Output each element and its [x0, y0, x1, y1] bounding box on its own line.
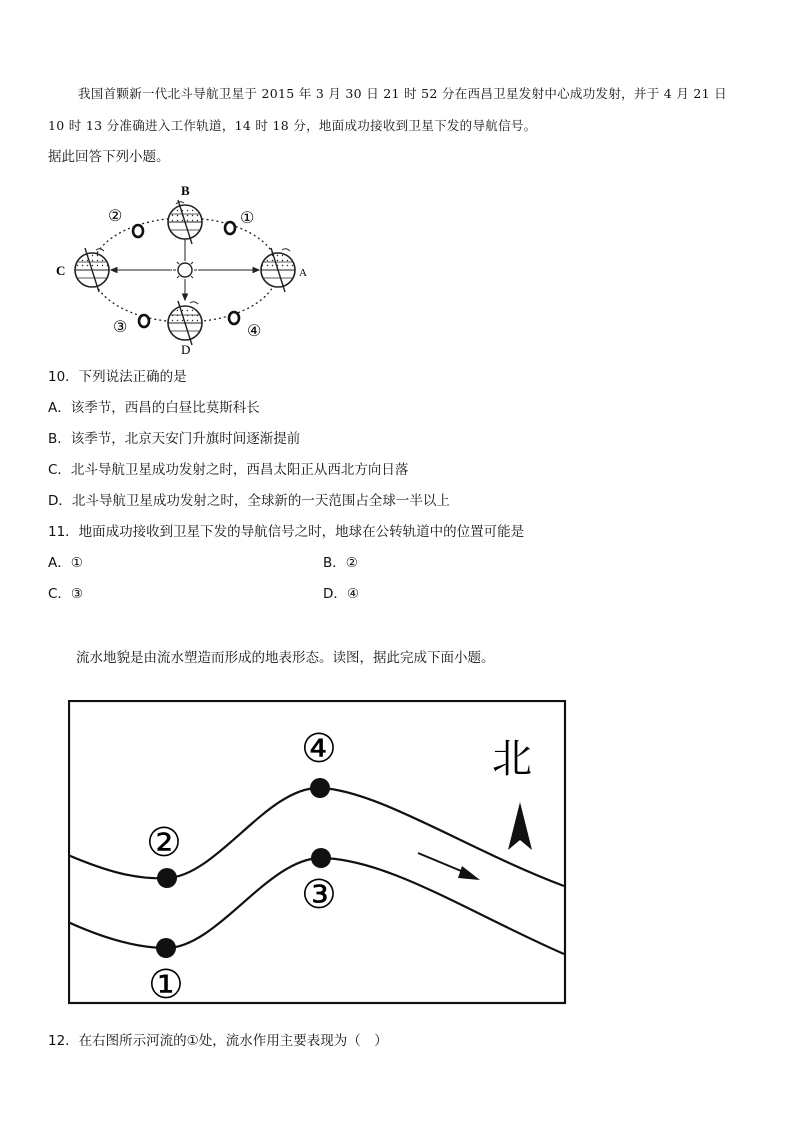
prompt-2: 流水地貌是由流水塑造而形成的地表形态。读图，据此完成下面小题。 — [76, 650, 495, 666]
earth-at-d — [168, 301, 202, 345]
marker-label-3: ③ — [113, 319, 128, 336]
river-point-label-1: ① — [148, 962, 184, 1006]
marker-label-4: ④ — [247, 323, 262, 340]
earth-marker-2 — [133, 225, 143, 237]
earth-marker-1 — [225, 222, 235, 234]
q10-option-a: A．该季节，西昌的白昼比莫斯科长 — [48, 400, 260, 416]
intro-line-2: 10 时 13 分准确进入工作轨道，14 时 18 分，地面成功接收到卫星下发的导航信号。 — [48, 118, 537, 133]
q12-stem: 12．在右图所示河流的①处，流水作用主要表现为（ ） — [48, 1033, 388, 1049]
label-c: C — [56, 263, 66, 278]
label-a: A — [299, 267, 307, 279]
earth-at-c — [75, 248, 109, 292]
sun-icon — [173, 258, 197, 282]
river-point-label-3: ③ — [301, 872, 337, 917]
sun-ray-arrows — [111, 232, 259, 300]
orbit-diagram — [40, 178, 330, 358]
label-d: D — [181, 342, 191, 357]
river-point-2 — [157, 868, 177, 888]
river-point-4 — [310, 778, 330, 798]
q10-option-d: D．北斗导航卫星成功发射之时，全球新的一天范围占全球一半以上 — [48, 493, 450, 509]
river-point-label-2: ② — [146, 820, 182, 865]
q10-stem: 10．下列说法正确的是 — [48, 369, 187, 385]
river-point-1 — [156, 938, 176, 958]
q11-option-a: A．① — [48, 555, 83, 571]
river-point-label-4: ④ — [301, 726, 337, 771]
river-diagram — [68, 700, 568, 1006]
q10-option-b: B．该季节，北京天安门升旗时间逐渐提前 — [48, 431, 301, 447]
q11-option-c: C．③ — [48, 586, 84, 602]
marker-label-1: ① — [240, 210, 255, 227]
prompt-1: 据此回答下列小题。 — [48, 149, 170, 165]
q10-option-c: C．北斗导航卫星成功发射之时，西昌太阳正从西北方向日落 — [48, 462, 409, 478]
label-b: B — [181, 183, 190, 198]
river-point-3 — [311, 848, 331, 868]
earth-at-b — [168, 200, 202, 244]
earth-at-a — [261, 248, 295, 292]
intro-line-1: 我国首颗新一代北斗导航卫星于 2015 年 3 月 30 日 21 时 52 分在西昌卫星发射中心成功发射，并于 4 月 21 日 — [78, 86, 727, 101]
north-label: 北 — [492, 736, 532, 782]
earth-marker-4 — [229, 312, 239, 324]
q11-option-b: B．② — [323, 555, 358, 571]
marker-label-2: ② — [108, 208, 123, 225]
q11-stem: 11．地面成功接收到卫星下发的导航信号之时，地球在公转轨道中的位置可能是 — [48, 524, 525, 540]
earth-marker-3 — [139, 315, 149, 327]
q11-option-d: D．④ — [323, 586, 359, 602]
